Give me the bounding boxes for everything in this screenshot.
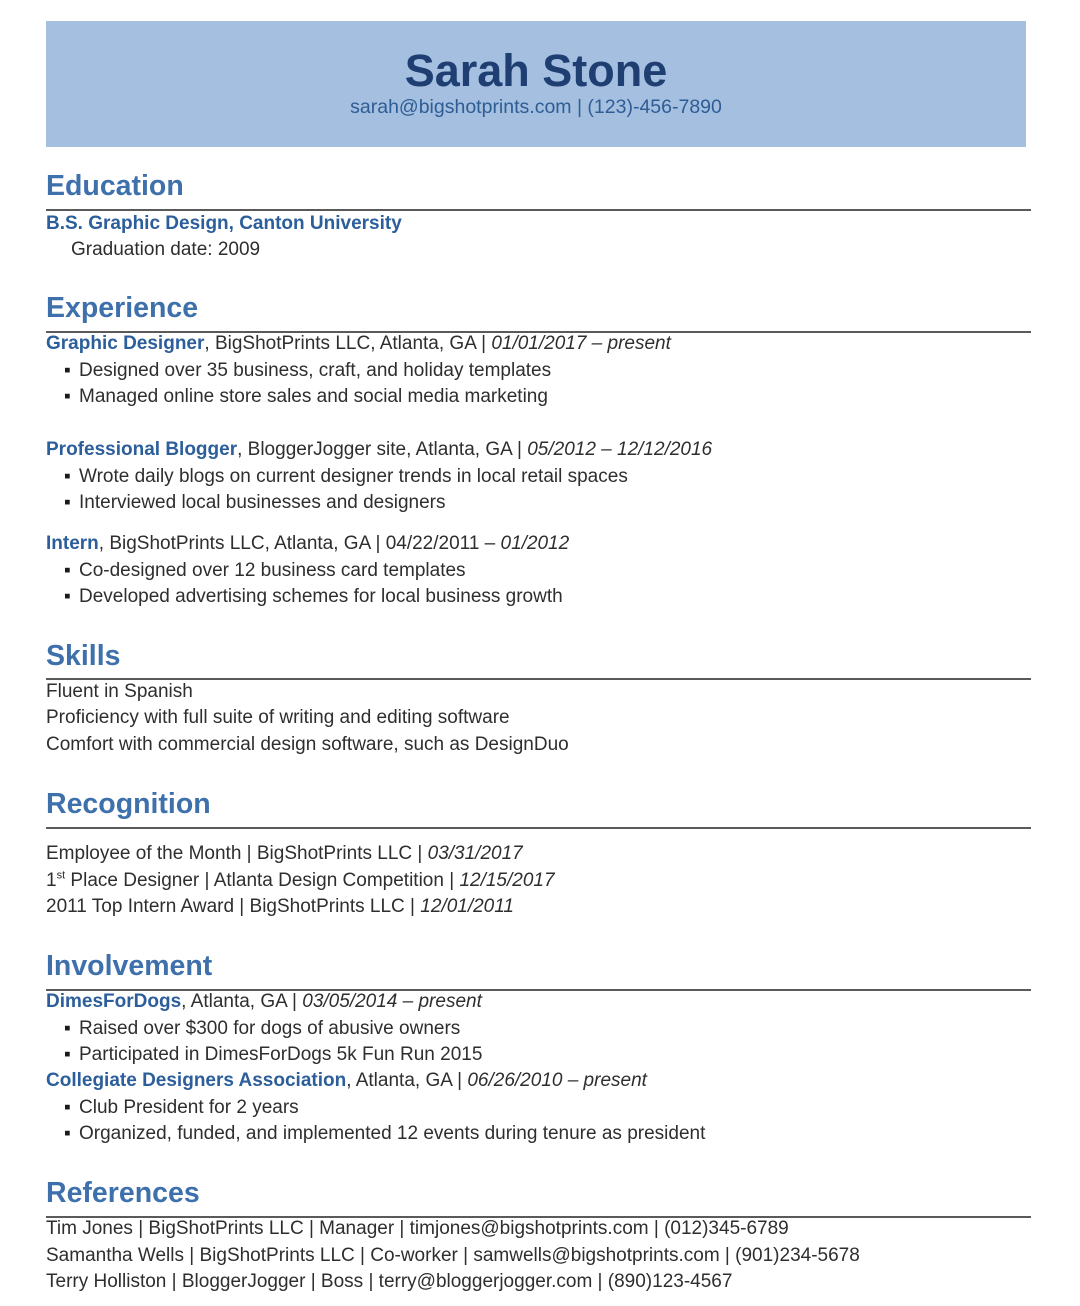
skill-item: Fluent in Spanish (46, 681, 193, 702)
section-divider (46, 678, 1031, 680)
section-title-recognition: Recognition (46, 788, 211, 820)
section-divider (46, 827, 1031, 829)
org-details: , Atlanta, GA | (181, 991, 303, 1012)
org-heading (46, 1069, 647, 1093)
recognition-date: 12/15/2017 (459, 870, 555, 891)
reference-item: Samantha Wells | BigShotPrints LLC | Co-worker | samwells@bigshotprints.com | (901)234-5678 (46, 1245, 860, 1266)
graduation-date: Graduation date: 2009 (71, 239, 261, 260)
org-bullet: ▪ Club President for 2 years (64, 1096, 299, 1120)
ordinal-suffix: st (56, 869, 66, 882)
org-name: Collegiate Designers Association (46, 1070, 347, 1091)
reference-item: Terry Holliston | BloggerJogger | Boss | terry@bloggerjogger.com | (890)123-4567 (46, 1271, 733, 1292)
section-title-skills: Skills (46, 640, 121, 672)
resume-header (46, 21, 1026, 147)
section-divider (46, 209, 1031, 211)
org-bullet: ▪ Participated in DimesForDogs 5k Fun Run 2015 (64, 1043, 482, 1067)
job-role: Professional Blogger (46, 439, 238, 460)
job-bullet: ▪ Developed advertising schemes for local business growth (64, 585, 563, 609)
org-name: DimesForDogs (46, 991, 182, 1012)
recognition-item (46, 842, 523, 866)
section-title-experience: Experience (46, 292, 199, 324)
org-dates: 06/26/2010 – present (467, 1070, 647, 1091)
job-bullet: ▪ Wrote daily blogs on current designer trends in local retail spaces (64, 465, 628, 489)
contact-info: sarah@bigshotprints.com | (123)-456-7890 (350, 96, 722, 118)
job-details: , BloggerJogger site, Atlanta, GA | (237, 439, 528, 460)
skill-item: Comfort with commercial design software, such as DesignDuo (46, 734, 569, 755)
org-bullet: ▪ Raised over $300 for dogs of abusive owners (64, 1017, 460, 1041)
job-role: Intern (46, 533, 99, 554)
recognition-date: 03/31/2017 (427, 843, 523, 864)
job-details: , BigShotPrints LLC, Atlanta, GA | (204, 333, 492, 354)
org-heading (46, 990, 482, 1014)
org-bullet: ▪ Organized, funded, and implemented 12 events during tenure as president (64, 1122, 705, 1146)
job-bullet: ▪ Interviewed local businesses and designers (64, 491, 446, 515)
job-heading (46, 532, 569, 556)
org-details: , Atlanta, GA | (346, 1070, 468, 1091)
recognition-item (46, 869, 555, 893)
job-dates: 01/2012 (500, 533, 570, 554)
recognition-item (46, 895, 514, 919)
org-dates: 03/05/2014 – present (302, 991, 482, 1012)
reference-item: Tim Jones | BigShotPrints LLC | Manager | timjones@bigshotprints.com | (012)345-6789 (46, 1218, 789, 1239)
recognition-text: 2011 Top Intern Award | BigShotPrints LLC | (46, 896, 421, 917)
job-bullet: ▪ Designed over 35 business, craft, and holiday templates (64, 359, 551, 383)
section-title-education: Education (46, 170, 184, 202)
section-title-involvement: Involvement (46, 950, 213, 982)
education-degree: B.S. Graphic Design, Canton University (46, 213, 402, 234)
recognition-date: 12/01/2011 (420, 896, 514, 917)
job-dates: 05/2012 – 12/12/2016 (527, 439, 713, 460)
skill-item: Proficiency with full suite of writing and editing software (46, 707, 510, 728)
job-dates: 01/01/2017 – present (491, 333, 671, 354)
section-title-references: References (46, 1177, 200, 1209)
recognition-text: Employee of the Month | BigShotPrints LLC | (46, 843, 428, 864)
job-bullet: ▪ Managed online store sales and social media marketing (64, 385, 548, 409)
recognition-text: Place Designer | Atlanta Design Competition | (65, 870, 460, 891)
job-heading (46, 438, 712, 462)
recognition-ordinal: 1 (46, 870, 57, 891)
job-bullet: ▪ Co-designed over 12 business card templates (64, 559, 466, 583)
job-role: Graphic Designer (46, 333, 205, 354)
candidate-name: Sarah Stone (404, 45, 668, 96)
job-heading (46, 332, 671, 356)
job-details: , BigShotPrints LLC, Atlanta, GA | 04/22/2011 – (98, 533, 501, 554)
